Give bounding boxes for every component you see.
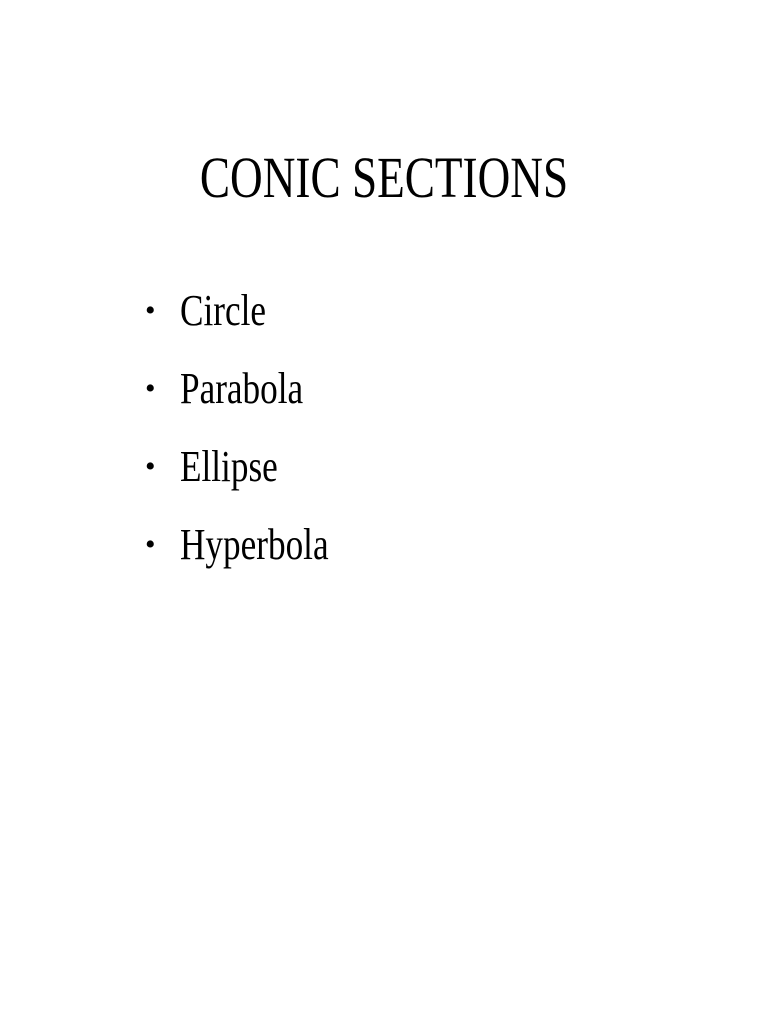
- bullet-text: Parabola: [180, 364, 304, 413]
- bullet-text: Circle: [180, 286, 267, 335]
- bullet-icon: •: [145, 294, 156, 327]
- bullet-icon: •: [145, 372, 156, 405]
- bullet-text: Hyperbola: [180, 520, 329, 569]
- bullet-icon: •: [145, 450, 156, 483]
- bullet-icon: •: [145, 528, 156, 561]
- slide-title: CONIC SECTIONS: [199, 145, 569, 210]
- bullet-text: Ellipse: [180, 442, 278, 491]
